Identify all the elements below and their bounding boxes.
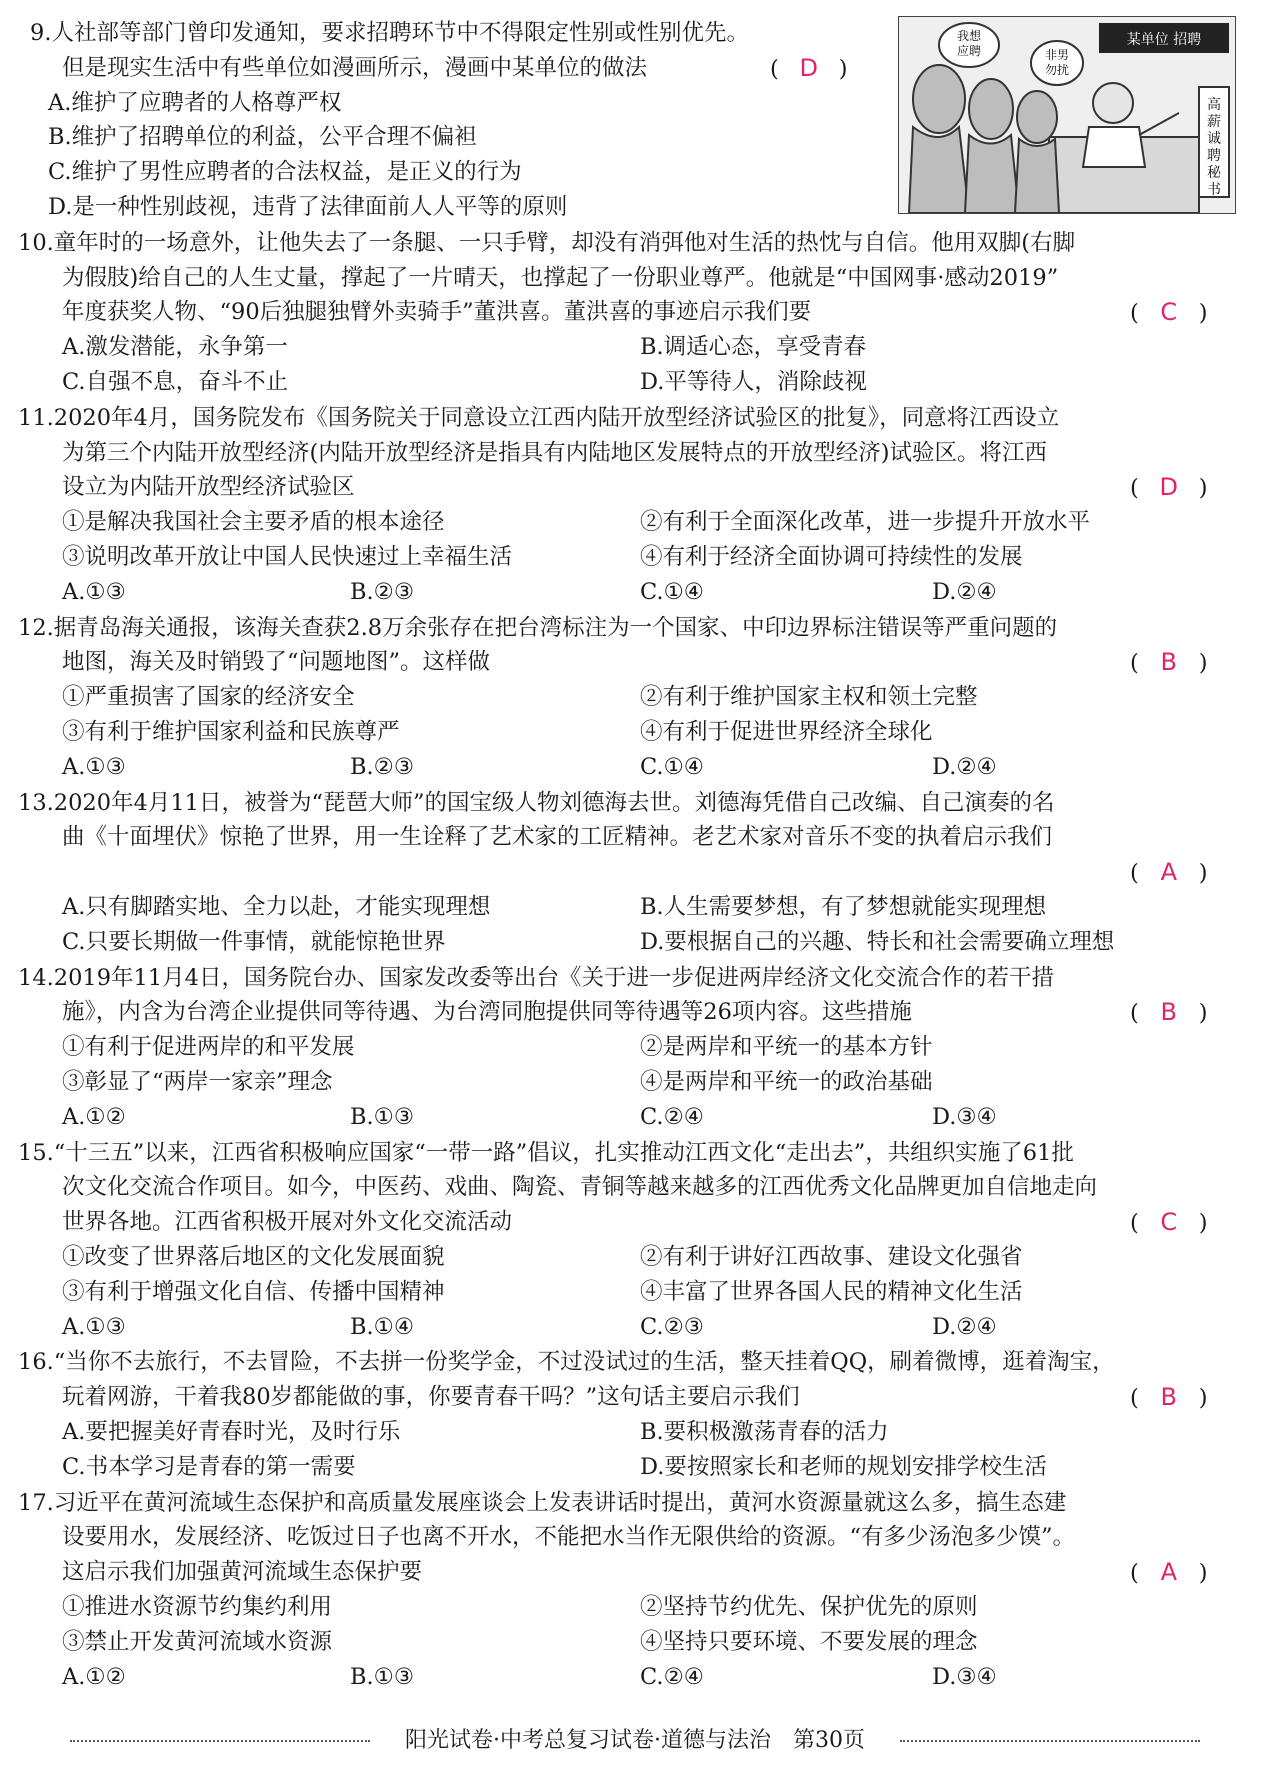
answer-letter: C — [1160, 1208, 1178, 1237]
option-item: B.①③ — [350, 1103, 415, 1130]
svg-text:非男: 非男 — [1044, 48, 1070, 62]
question-stem: 施》，内含为台湾企业提供同等待遇、为台湾同胞提供同等待遇等26项内容。这些措施 — [62, 999, 912, 1026]
option-item: C.①④ — [640, 753, 704, 780]
answer-letter: D — [799, 53, 819, 82]
question-stem: 10.童年时的一场意外，让他失去了一条腿、一只手臂，却没有消弭他对生活的热忱与自信。他用双脚(右脚 — [18, 229, 1076, 256]
option-item: A.①③ — [62, 578, 126, 605]
answer-letter: B — [1160, 1383, 1178, 1412]
option-item: B.人生需要梦想，有了梦想就能实现理想 — [640, 894, 1047, 920]
option-item: B.维护了招聘单位的利益，公平合理不偏袒 — [48, 124, 477, 151]
statement-item: ③禁止开发黄河流域水资源 — [62, 1628, 333, 1655]
question-stem: 次文化交流合作项目。如今，中医药、戏曲、陶瓷、青铜等越来越多的江西优秀文化品牌更加自信地走向 — [62, 1174, 1098, 1201]
answer-letter: C — [1160, 298, 1178, 327]
question-stem: 13.2020年4月11日，被誉为“琵琶大师”的国宝级人物刘德海去世。刘德海凭借自己改编、自己演奏的名 — [18, 789, 1055, 816]
option-item: A.激发潜能，永争第一 — [62, 334, 288, 361]
statement-item: ④坚持只要环境、不要发展的理念 — [640, 1628, 978, 1655]
question-stem: 12.据青岛海关通报，该海关查获2.8万余张存在把台湾标注为一个国家、中印边界标注错误等严重问题的 — [18, 614, 1058, 641]
answer-box: ( D ) — [770, 51, 848, 86]
question-stem: 地图，海关及时销毁了“问题地图”。这样做 — [62, 649, 491, 676]
question-stem: 设要用水，发展经济、吃饭过日子也离不开水，不能把水当作无限供给的资源。“有多少汤泡多少馍”。 — [62, 1524, 1076, 1551]
option-item: D.③④ — [932, 1103, 997, 1130]
statement-item: ④有利于促进世界经济全球化 — [640, 719, 933, 745]
option-item: D.平等待人，消除歧视 — [640, 369, 867, 395]
svg-text:勿扰: 勿扰 — [1044, 63, 1070, 77]
question-stem: 曲《十面埋伏》惊艳了世界，用一生诠释了艺术家的工匠精神。老艺术家对音乐不变的执着启示我们 — [62, 824, 1053, 851]
recruitment-cartoon — [898, 16, 1236, 214]
option-item: C.只要长期做一件事情，就能惊艳世界 — [62, 928, 446, 955]
question-stem: 但是现实生活中有些单位如漫画所示，漫画中某单位的做法 — [62, 54, 648, 81]
answer-box: ( A ) — [1130, 1555, 1208, 1590]
answer-box: ( A ) — [1130, 855, 1208, 890]
question-stem: 16.“当你不去旅行，不去冒险，不去拼一份奖学金，不过没试过的生活，整天挂着QQ，刷着微博，逛着淘宝， — [18, 1349, 1115, 1376]
option-item: A.只有脚踏实地、全力以赴，才能实现理想 — [62, 894, 491, 920]
footer-text: 阳光试卷·中考总复习试卷·道德与法治 第30页 — [395, 1728, 875, 1753]
svg-text:我想: 我想 — [956, 29, 982, 43]
option-item: D.②④ — [932, 578, 997, 605]
answer-letter: A — [1160, 858, 1177, 887]
statement-item: ①有利于促进两岸的和平发展 — [62, 1034, 355, 1061]
option-item: D.②④ — [932, 753, 997, 780]
statement-item: ④有利于经济全面协调可持续性的发展 — [640, 544, 1023, 570]
answer-letter: B — [1160, 648, 1178, 677]
statement-item: ③有利于增强文化自信、传播中国精神 — [62, 1278, 445, 1305]
answer-box: ( B ) — [1130, 645, 1208, 680]
option-item: A.要把握美好青春时光，及时行乐 — [62, 1419, 401, 1445]
svg-text:高薪诚聘秘书: 高薪诚聘秘书 — [1207, 97, 1221, 198]
option-item: D.②④ — [932, 1313, 997, 1340]
answer-letter: D — [1159, 473, 1179, 502]
option-item: B.要积极激荡青春的活力 — [640, 1419, 889, 1445]
question-stem: 这启示我们加强黄河流域生态保护要 — [62, 1559, 423, 1586]
question-stem: 14.2019年11月4日，国务院台办、国家发改委等出台《关于进一步促进两岸经济文化交流合作的若干措 — [18, 964, 1054, 991]
option-item: C.①④ — [640, 578, 704, 605]
answer-box: ( C ) — [1130, 295, 1208, 330]
speech-bubble-right — [1031, 41, 1083, 85]
option-item: B.①③ — [350, 1663, 415, 1690]
answer-box: ( B ) — [1130, 1380, 1208, 1415]
option-item: C.②④ — [640, 1663, 704, 1690]
answer-letter: A — [1160, 1558, 1177, 1587]
statement-item: ③彰显了“两岸一家亲”理念 — [62, 1069, 333, 1095]
answer-letter: B — [1160, 998, 1178, 1027]
question-stem: 设立为内陆开放型经济试验区 — [62, 474, 355, 501]
statement-item: ④是两岸和平统一的政治基础 — [640, 1069, 933, 1095]
option-item: D.要按照家长和老师的规划安排学校生活 — [640, 1453, 1047, 1480]
option-item: A.①② — [62, 1103, 126, 1130]
question-stem: 世界各地。江西省积极开展对外文化交流活动 — [62, 1209, 513, 1236]
question-stem: 17.习近平在黄河流域生态保护和高质量发展座谈会上发表讲话时提出，黄河水资源量就这么多，搞生态建 — [18, 1489, 1067, 1516]
svg-text:应聘: 应聘 — [956, 44, 982, 58]
statement-item: ①严重损害了国家的经济安全 — [62, 684, 355, 711]
statement-item: ②有利于维护国家主权和领土完整 — [640, 684, 978, 711]
option-item: D.是一种性别歧视，违背了法律面前人人平等的原则 — [48, 194, 568, 220]
option-item: D.要根据自己的兴趣、特长和社会需要确立理想 — [640, 928, 1115, 955]
statement-item: ③说明改革开放让中国人民快速过上幸福生活 — [62, 544, 513, 570]
option-item: A.①③ — [62, 753, 126, 780]
salary-sign — [1199, 87, 1229, 198]
statement-item: ①是解决我国社会主要矛盾的根本途径 — [62, 509, 445, 536]
answer-box: ( D ) — [1130, 470, 1208, 505]
speech-bubble-left — [939, 23, 999, 67]
recruit-banner — [1099, 23, 1229, 53]
option-item: B.调适心态，享受青春 — [640, 334, 867, 361]
option-item: C.②③ — [640, 1313, 704, 1340]
statement-item: ②坚持节约优先、保护优先的原则 — [640, 1594, 978, 1620]
statement-item: ②有利于讲好江西故事、建设文化强省 — [640, 1244, 1023, 1270]
question-stem: 为第三个内陆开放型经济(内陆开放型经济是指具有内陆地区发展特点的开放型经济)试验区。将江西 — [62, 439, 1048, 466]
statement-item: ②有利于全面深化改革，进一步提升开放水平 — [640, 509, 1091, 536]
svg-text:某单位 招聘: 某单位 招聘 — [1126, 32, 1202, 48]
question-stem: 玩着网游，干着我80岁都能做的事，你要青春干吗？”这句话主要启示我们 — [62, 1384, 800, 1411]
option-item: C.维护了男性应聘者的合法权益，是正义的行为 — [48, 159, 522, 186]
option-item: C.书本学习是青春的第一需要 — [62, 1453, 356, 1480]
statement-item: ④丰富了世界各国人民的精神文化生活 — [640, 1278, 1023, 1305]
statement-item: ③有利于维护国家利益和民族尊严 — [62, 719, 400, 745]
question-stem: 为假肢)给自己的人生丈量，撑起了一片晴天，也撑起了一份职业尊严。他就是“中国网事·感动2019” — [62, 264, 1059, 291]
option-item: C.②④ — [640, 1103, 704, 1130]
question-stem: 15.“十三五”以来，江西省积极响应国家“一带一路”倡议，扎实推动江西文化“走出去”，共组织实施了61批 — [18, 1139, 1074, 1166]
page-footer — [70, 1724, 1200, 1758]
option-item: A.维护了应聘者的人格尊严权 — [48, 89, 342, 116]
statement-item: ①推进水资源节约集约利用 — [62, 1594, 333, 1620]
option-item: B.①④ — [350, 1313, 415, 1340]
option-item: B.②③ — [350, 753, 415, 780]
question-stem: 11.2020年4月，国务院发布《国务院关于同意设立江西内陆开放型经济试验区的批复》，同意将江西设立 — [18, 404, 1060, 431]
statement-item: ②是两岸和平统一的基本方针 — [640, 1034, 933, 1061]
option-item: A.①③ — [62, 1313, 126, 1340]
answer-box: ( C ) — [1130, 1205, 1208, 1240]
question-stem: 9.人社部等部门曾印发通知，要求招聘环节中不得限定性别或性别优先。 — [30, 20, 749, 46]
question-stem: 年度获奖人物、“90后独腿独臂外卖骑手”董洪喜。董洪喜的事迹启示我们要 — [62, 299, 812, 326]
option-item: B.②③ — [350, 578, 415, 605]
statement-item: ①改变了世界落后地区的文化发展面貌 — [62, 1244, 445, 1270]
option-item: A.①② — [62, 1663, 126, 1690]
option-item: C.自强不息，奋斗不止 — [62, 369, 289, 395]
answer-box: ( B ) — [1130, 995, 1208, 1030]
option-item: D.③④ — [932, 1663, 997, 1690]
